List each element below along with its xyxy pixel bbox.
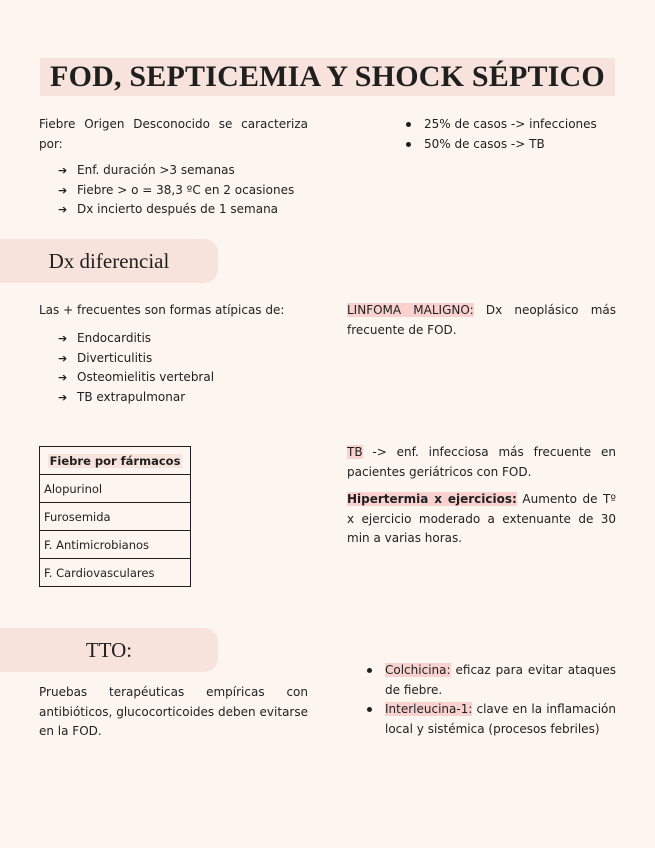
- table-header: Fiebre por fármacos: [40, 447, 191, 475]
- dx-lead-text: Las + frecuentes son formas atípicas de:: [39, 303, 285, 317]
- fod-stats-list: [404, 115, 634, 154]
- dot-icon: [406, 122, 411, 127]
- arrow-right-icon: ➔: [58, 203, 68, 216]
- arrow-right-icon: ➔: [58, 390, 68, 404]
- linfoma-note: [347, 301, 616, 340]
- hipertermia-text: Aumento de Tº x ejercicio moderado a extenuante de 30 min a varias horas.: [347, 492, 616, 545]
- dot-icon: [406, 142, 411, 147]
- drug-fever-table: [39, 446, 191, 587]
- arrow-right-icon: ➔: [58, 183, 68, 197]
- tb-label: TB: [347, 445, 363, 459]
- intro-text: Fiebre Origen Desconocido se caracteriza por:: [39, 117, 308, 151]
- list-item: Interleucina-1: clave en la inflamación local y sistémica (procesos febriles): [365, 700, 616, 739]
- list-item: ➔ Osteomielitis vertebral: [58, 368, 318, 388]
- table-row: Alopurinol: [40, 475, 191, 503]
- linfoma-label: LINFOMA MALIGNO:: [347, 303, 474, 317]
- list-item: ➔ TB extrapulmonar: [58, 388, 318, 408]
- tto-section-heading: TTO:: [0, 628, 218, 672]
- hipertermia-label: Hipertermia x ejercicios:: [347, 492, 517, 506]
- list-item: ➔ Enf. duración >3 semanas: [58, 161, 318, 181]
- dx-section-heading: Dx diferencial: [0, 239, 218, 283]
- page-title: FOD, SEPTICEMIA Y SHOCK SÉPTICO: [40, 58, 615, 96]
- list-item: ➔ Dx incierto después de 1 semana: [58, 200, 318, 220]
- arrow-right-icon: ➔: [58, 332, 68, 345]
- tb-note: [347, 443, 616, 482]
- list-item: 25% de casos -> infecciones: [404, 115, 634, 135]
- list-item: Colchicina: eficaz para evitar ataques de fiebre.: [365, 661, 616, 700]
- table-row: F. Antimicrobianos: [40, 531, 191, 559]
- dot-icon: [367, 668, 372, 673]
- list-item: ➔ Fiebre > o = 38,3 ºC en 2 ocasiones: [58, 181, 318, 201]
- table-row: F. Cardiovasculares: [40, 559, 191, 587]
- arrow-right-icon: ➔: [58, 371, 68, 384]
- list-item: 50% de casos -> TB: [404, 135, 634, 155]
- dot-icon: [367, 707, 372, 712]
- fod-criteria-list: [58, 161, 318, 220]
- tb-text: -> enf. infecciosa más frecuente en pacientes geriátricos con FOD.: [347, 445, 616, 479]
- hipertermia-note: [347, 490, 616, 549]
- linfoma-text: Dx neoplásico más frecuente de FOD.: [347, 303, 616, 337]
- dx-list: [58, 329, 318, 407]
- table-row: Furosemida: [40, 503, 191, 531]
- list-item: ➔ Endocarditis: [58, 329, 318, 349]
- tto-text: Pruebas terapéuticas empíricas con antibióticos, glucocorticoides deben evitarse en la FOD.: [39, 685, 308, 738]
- arrow-right-icon: ➔: [58, 351, 68, 365]
- list-item: ➔ Diverticulitis: [58, 349, 318, 369]
- arrow-right-icon: ➔: [58, 164, 68, 177]
- tto-list: [365, 661, 616, 739]
